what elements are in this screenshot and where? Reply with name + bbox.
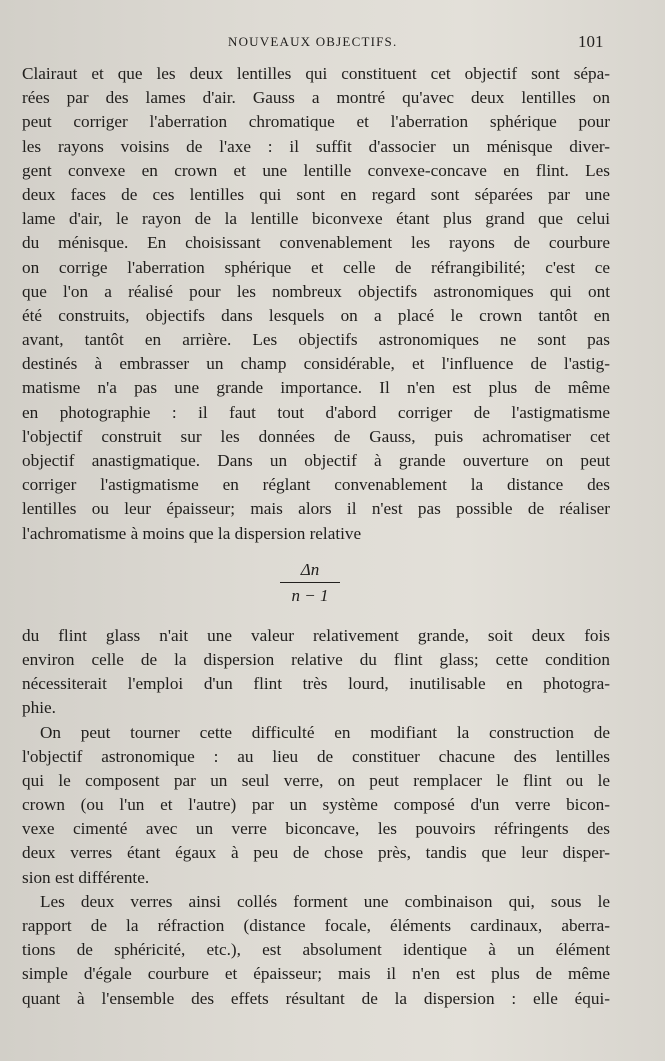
text-line: On peut tourner cette difficulté en modifiant la construction de bbox=[40, 722, 610, 742]
fraction bbox=[280, 560, 340, 606]
text-line: l'objectif astronomique : au lieu de constituer chacune des lentilles bbox=[22, 746, 610, 766]
fraction-denominator: n − 1 bbox=[291, 585, 329, 605]
text-line: Clairaut et que les deux lentilles qui constituent cet objectif sont sépa- bbox=[22, 64, 610, 83]
text-line: qui le composent par un seul verre, on peut remplacer le flint ou le bbox=[22, 770, 610, 790]
text-line: été construits, objectifs dans lesquels on a placé le crown tantôt en bbox=[22, 305, 610, 325]
text-line: matisme n'a pas une grande importance. Il n'en est plus de même bbox=[22, 378, 610, 398]
text-line: l'objectif construit sur les données de Gauss, puis achromatiser cet bbox=[22, 426, 610, 446]
body-text bbox=[22, 62, 610, 1011]
text-line: environ celle de la dispersion relative du flint glass; cette condition bbox=[22, 649, 610, 669]
text-line: deux faces de ces lentilles qui sont en regard sont séparées par une bbox=[22, 184, 610, 204]
text-line: nécessiterait l'emploi d'un flint très lourd, inutilisable en photogra- bbox=[22, 674, 610, 694]
text-line: tions de sphéricité, etc.), est absolument identique à un élément bbox=[22, 940, 610, 960]
text-line: lentilles ou leur épaisseur; mais alors il n'est pas possible de réaliser bbox=[22, 499, 610, 519]
page-number: 101 bbox=[578, 32, 604, 51]
text-line: corriger l'astigmatisme en réglant convenablement la distance des bbox=[22, 475, 610, 495]
formula-relative-dispersion bbox=[22, 546, 610, 624]
text-line: peut corriger l'aberration chromatique et l'aberration sphérique pour bbox=[22, 112, 610, 132]
text-line: en photographie : il faut tout d'abord corriger de l'astigmatisme bbox=[22, 402, 610, 422]
text-line: destinés à embrasser un champ considérable, et l'influence de l'astig- bbox=[22, 354, 610, 374]
text-line: Les deux verres ainsi collés forment une combinaison qui, sous le bbox=[40, 891, 610, 911]
text-line: rées par des lames d'air. Gauss a montré qu'avec deux lentilles on bbox=[22, 88, 610, 108]
text-line: du flint glass n'ait une valeur relativement grande, soit deux fois bbox=[22, 625, 610, 645]
paragraph-1 bbox=[22, 62, 610, 546]
text-line: vexe cimenté avec un verre biconcave, les pouvoirs réfringents des bbox=[22, 819, 610, 839]
text-line: lame d'air, le rayon de la lentille biconvexe étant plus grand que celui bbox=[22, 209, 610, 229]
text-line: les rayons voisins de l'axe : il suffit d'associer un ménisque diver- bbox=[22, 136, 610, 156]
text-line: phie. bbox=[22, 698, 56, 718]
text-line: que l'on a réalisé pour les nombreux objectifs astronomiques qui ont bbox=[22, 281, 610, 301]
text-line: gent convexe en crown et une lentille convexe-concave en flint. Les bbox=[22, 160, 610, 180]
text-line: quant à l'ensemble des effets résultant de la dispersion : elle équi- bbox=[22, 988, 610, 1008]
fraction-bar bbox=[280, 582, 340, 583]
paragraph-2 bbox=[22, 721, 610, 890]
paragraph-1-continued bbox=[22, 624, 610, 721]
text-line: crown (ou l'un et l'autre) par un système composé d'un verre bicon- bbox=[22, 795, 610, 815]
fraction-numerator: Δn bbox=[300, 559, 320, 579]
text-line: l'achromatisme à moins que la dispersion relative bbox=[22, 523, 362, 543]
text-line: sion est différente. bbox=[22, 867, 150, 887]
paragraph-3 bbox=[22, 890, 610, 1011]
text-line: du ménisque. En choisissant convenablement les rayons de courbure bbox=[22, 233, 610, 253]
text-line: deux verres étant égaux à peu de chose près, tandis que leur disper- bbox=[22, 843, 610, 863]
running-head bbox=[0, 34, 665, 54]
running-title: NOUVEAUX OBJECTIFS. bbox=[228, 34, 398, 49]
text-line: rapport de la réfraction (distance focale, éléments cardinaux, aberra- bbox=[22, 916, 610, 935]
text-line: simple d'égale courbure et épaisseur; mais il n'en est plus de même bbox=[22, 964, 610, 984]
text-line: objectif anastigmatique. Dans un objectif à grande ouverture on peut bbox=[22, 451, 610, 470]
text-line: avant, tantôt en arrière. Les objectifs astronomiques ne sont pas bbox=[22, 330, 610, 350]
text-line: on corrige l'aberration sphérique et celle de réfrangibilité; c'est ce bbox=[22, 257, 610, 277]
